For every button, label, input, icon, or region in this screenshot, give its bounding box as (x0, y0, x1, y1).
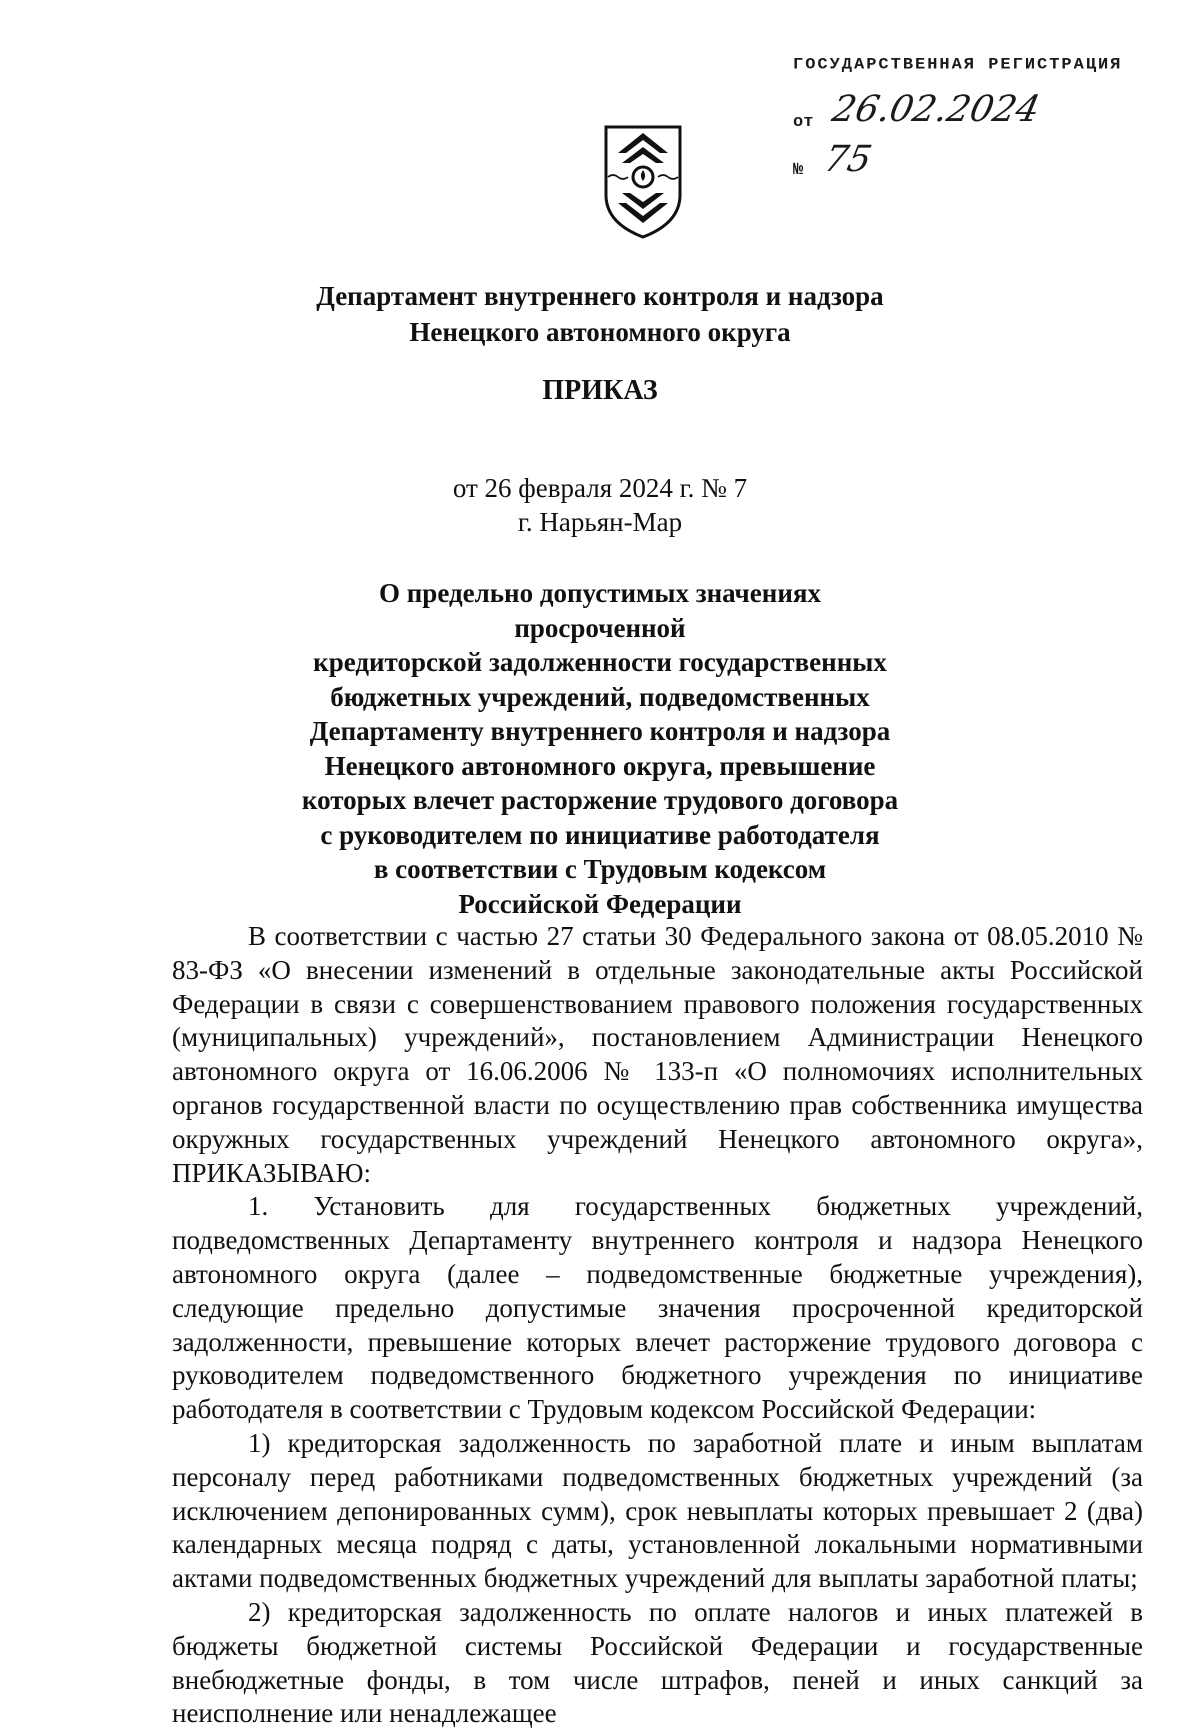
subject-line: которых влечет расторжение трудового договора (301, 785, 899, 815)
subject-line: Российской Федерации (458, 888, 742, 919)
document-date-block (250, 471, 950, 539)
subject-line: кредиторской задолженности государственных (313, 647, 887, 677)
stamp-date-label: от (793, 113, 814, 132)
document-body (172, 920, 1143, 1731)
subject-line: О предельно допустимых значениях просроченной (379, 578, 821, 643)
document-date: от 26 февраля 2024 г. № 7 (452, 473, 748, 503)
stamp-number-value: 75 (820, 139, 876, 180)
preamble-paragraph: В соответствии с частью 27 статьи 30 Федерального закона от 08.05.2010 № 83-ФЗ «О внесении изменений в отдельные законодательные акты Российской Федерации в связи с совершенствованием правового положения государственных (муниципальных) учреждений», постановлением Администрации Ненецкого автономного округа от 16.06.2006 № 133-п «О полномочиях исполнительных органов государственной власти по осуществлению прав собственника имущества окружных государственных учреждений Ненецкого автономного округа», ПРИКАЗЫВАЮ: (172, 921, 1143, 1188)
subject-line: в соответствии с Трудовым кодексом (373, 854, 827, 884)
stamp-number-label: № (793, 161, 804, 180)
document-type: ПРИКАЗ (542, 375, 658, 406)
stamp-date-value: 26.02.2024 (828, 89, 1044, 130)
stamp-date-row (793, 75, 1093, 133)
registration-stamp (793, 56, 1123, 191)
document-city: г. Нарьян-Мар (517, 507, 683, 537)
item-1-paragraph: 1. Установить для государственных бюджетных учреждений, подведомственных Департаменту внутреннего контроля и надзора Ненецкого автономного округа (далее – подведомственные бюджетные учреждения), следующие предельно допустимые значения просроченной кредиторской задолженности, превышение которых влечет расторжение трудового договора с руководителем подведомственного бюджетного учреждения по инициативе работодателя в соответствии с Трудовым кодексом Российской Федерации: (172, 1191, 1143, 1425)
org-line-1: Департамент внутреннего контроля и надзора (316, 281, 884, 311)
coat-of-arms-icon (602, 123, 684, 241)
stamp-title: ГОСУДАРСТВЕННАЯ РЕГИСТРАЦИЯ (793, 56, 1123, 75)
item-1-2-paragraph: 2) кредиторская задолженность по оплате налогов и иных платежей в бюджеты бюджетной системы Российской Федерации и государственные внебюджетные фонды, в том числе штрафов, пеней и иных санкций за неисполнение или ненадлежащее (172, 1596, 1143, 1729)
subject-line: бюджетных учреждений, подведомственных (330, 681, 870, 712)
subject-line: Ненецкого автономного округа, превышение (324, 750, 876, 781)
subject-line: с руководителем по инициативе работодателя (320, 819, 880, 850)
stamp-number-row (793, 133, 1093, 191)
subject-line: Департаменту внутреннего контроля и надзора (309, 716, 891, 746)
org-line-2: Ненецкого автономного округа (409, 317, 791, 347)
organization-name (250, 278, 950, 350)
document-subject (300, 576, 900, 921)
item-1-1-paragraph: 1) кредиторская задолженность по заработной плате и иным выплатам персоналу перед работниками подведомственных бюджетных учреждений (за исключением депонированных сумм), срок невыплаты которых превышает 2 (два) календарных месяца подряд с даты, установленной локальными нормативными актами подведомственных бюджетных учреждений для выплаты заработной платы; (172, 1427, 1143, 1594)
